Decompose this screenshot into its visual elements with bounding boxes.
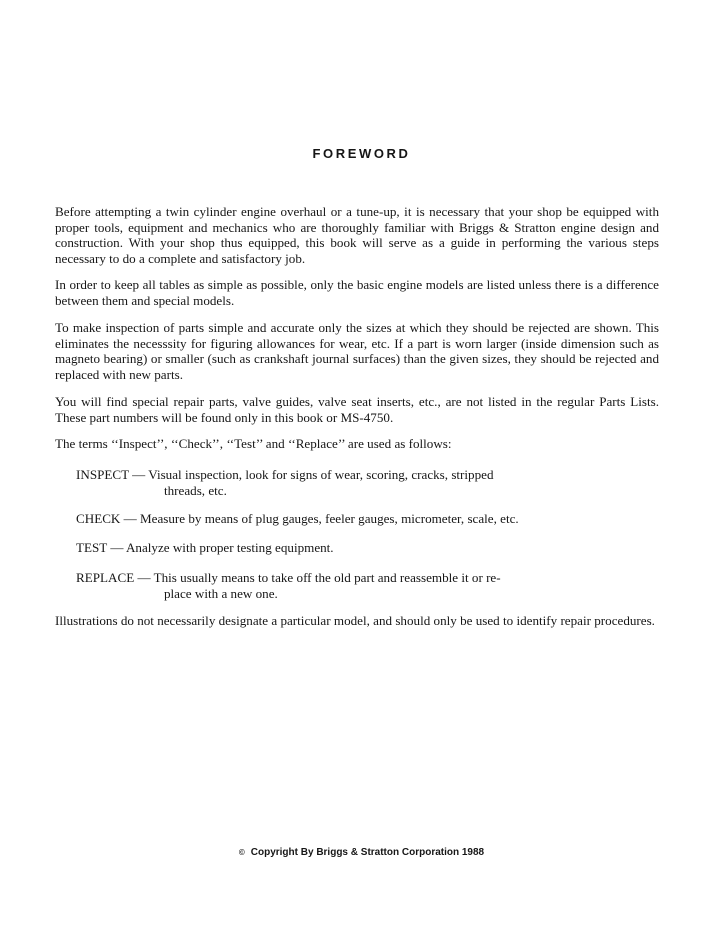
intro-paragraph: Before attempting a twin cylinder engine overhaul or a tune-up, it is necessary that your shop be equipped with proper tools, equipment and mechanics who are thoroughly familiar with Briggs & Stratton engine design and construction. With your shop thus equipped, this book will serve as a guide in performing the various steps necessary to do a complete and satisfactory job. [55, 204, 659, 266]
term-test [76, 540, 596, 556]
terms-intro-paragraph: The terms ‘‘Inspect’’, ‘‘Check’’, ‘‘Test’’ and ‘‘Replace’’ are used as follows: [55, 436, 452, 451]
term-test-line1: TEST — Analyze with proper testing equipment. [76, 540, 334, 555]
term-inspect-line2: threads, etc. [164, 482, 227, 498]
illustrations-paragraph: Illustrations do not necessarily designate a particular model, and should only be used to identify repair procedures. [55, 613, 655, 628]
term-replace-line2: place with a new one. [164, 585, 278, 601]
term-inspect [76, 467, 596, 498]
copyright-symbol: © [238, 848, 245, 857]
term-inspect-line1: INSPECT — Visual inspection, look for signs of wear, scoring, cracks, stripped [76, 467, 494, 482]
tables-paragraph: In order to keep all tables as simple as possible, only the basic engine models are listed unless there is a difference between them and special models. [55, 277, 659, 308]
inspection-paragraph: To make inspection of parts simple and accurate only the sizes at which they should be rejected are shown. This eliminates the necesssity for figuring allowances for wear, etc. If a part is worn larger (inside dimension such as magneto bearing) or smaller (such as crankshaft journal surfaces) than the given sizes, they should be rejected and replaced with new parts. [55, 320, 659, 382]
term-replace [76, 570, 596, 601]
copyright-notice [0, 847, 723, 858]
term-check-line1: CHECK — Measure by means of plug gauges, feeler gauges, micrometer, scale, etc. [76, 511, 519, 526]
page-title: FOREWORD [312, 146, 411, 161]
term-replace-line1: REPLACE — This usually means to take off the old part and reassemble it or re- [76, 570, 501, 585]
repair-parts-paragraph: You will find special repair parts, valve guides, valve seat inserts, etc., are not listed in the regular Parts Lists. These part numbers will be found only in this book or MS-4750. [55, 394, 659, 425]
term-check [76, 511, 596, 527]
copyright-text: Copyright By Briggs & Stratton Corporation 1988 [250, 847, 485, 858]
